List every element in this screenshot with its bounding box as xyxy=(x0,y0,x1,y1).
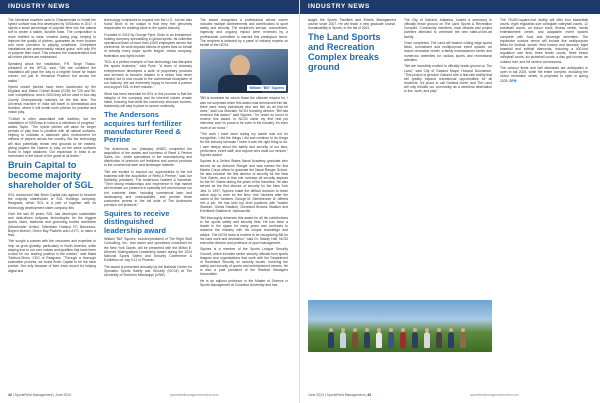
portrait-head xyxy=(230,55,250,77)
person-figure xyxy=(340,332,346,348)
paragraph: taught the Sports Facilities and Events Management course since 2007. He will teach a new graduate course, Sustainability in Sports, in the fall of 2024. xyxy=(308,18,396,31)
person-figure xyxy=(460,332,466,348)
paragraph: The City of Garland, Alabama, hosted a ceremony to officially break ground on The Land Sports & Recreation Complex. Community members, local officials and project partners attended to celebrate the new state-of-the-art facility. xyxy=(404,18,492,39)
person-figure xyxy=(424,332,430,348)
paragraph: Squires is a United States Naval Academy graduate who served as an Airborne Ranger and was named the first Marine Corps officer to graduate the Naval Ranger School. He also became the first director of security for the New York Giants, and in that role oversaw all security aspects for the NY Giants during the years of the franchise. He also served as the first director of security for the New York Jets. In 1997, Squires made the difficult decision to leave active duty to work for the New York Yankees after the owner of the Yankees, George M. Steinbrenner III, offered him a job. He has held top level positions with Yankee Stadium, Giants Stadium, Cleveland Browns Stadium and EverBank Stadium in Jacksonville. xyxy=(200,159,288,214)
paragraph: Over the last 30 years, SGL has developed sustainable and data-driven turfgrass technologies for the biggest sports clubs, stadiums and governing bodies worldwide (Manchester United, Tottenham Hotspur FC Barcelona, Bayern Munich, Green Bay Packers and LA FC, to name a few). xyxy=(8,212,96,237)
person-figure xyxy=(376,332,382,348)
right-col-3 xyxy=(500,18,588,85)
left-col-3 xyxy=(200,18,288,290)
person-figure xyxy=(448,332,454,348)
paragraph: What has been essential for SGL in this process is that the integrity of the company and its inherent values remain intact, ensuring that while the ownership structure evolves, leadership will stay in place to secure continuity. xyxy=(104,91,192,109)
paragraph: "SGL is a perfect example of how technology has disrupted the sports business," said Pyne. "A team of visionary entrepreneurs developed a suite of proprietary products and services to become leaders in a sector that never existed, but is now crucial to the commercial ecosystem of our industry. We are extremely happy to become a partner and support SGL in their mission." xyxy=(104,60,192,90)
right-col-2 xyxy=(404,18,492,96)
person-figure xyxy=(352,332,358,348)
magazine-name-right: SportsField Management xyxy=(326,393,365,397)
paragraph: He is an adjunct professor in the Master of Science in Sports Management at Columbia University and has xyxy=(200,278,288,287)
page-number-left: 42 xyxy=(8,393,12,397)
footer-left: 42 | SportsField Management | June 2024 xyxy=(8,393,72,397)
article-heading-squires: Squires to receive distinguished leadership award xyxy=(104,209,170,235)
groundbreaking-photo xyxy=(308,300,492,352)
paragraph: The award is presented annually by the National Center for Spectator Sports Safety and Security (NCS4) at The University of Southern Mississippi (USM). xyxy=(104,264,192,277)
footer-url-right[interactable]: sportsfieldmanagementonline.com xyxy=(470,393,519,397)
left-col-1 xyxy=(8,18,96,275)
right-page xyxy=(300,0,600,403)
paragraph: Founded in 2015 by George Pyne, Bruin is an investment-holding company specialising in global sports. Its collective operational team of more than 6,000 employees serves five continents. Its work impacts billions of sports fans on behalf of virtually every major sports league, media company, federation and rights holder. xyxy=(104,32,192,58)
section-label-right: INDUSTRY NEWS xyxy=(308,3,370,10)
person-figure xyxy=(400,332,406,348)
left-col-2 xyxy=(104,18,192,279)
end-mark: SFM xyxy=(509,78,517,83)
paragraph: Squires is a member of the Sports League Security Council, which includes senior security officials from sports leagues and organisations that work with the Department of Homeland Security on security issues. Involving the safety and security of sports and entertainment venues. He is also a past president of the Stadium Managers Association. xyxy=(200,247,288,277)
article-heading-andersons: The Andersons acquires turf fertilizer manufacturer Reed & Perrine xyxy=(104,110,182,144)
paragraph: Once completed, The Land will feature cutting edge sports fields, tournament and multipurpose event spaces, an indoor recreation center, a family entertainment center and numerous amenities for various sports and recreational activities. xyxy=(404,41,492,62)
section-label-left: INDUSTRY NEWS xyxy=(8,3,70,10)
paragraph: Hybrid cricket pitches have been sanctioned by the England and Wales Cricket Board (ECB) for T20 and 50-over competitions, and in 2024 they will be used in four-day County Championship matches for the first time. The Universal machine in India will travel to Ahmedabad and Mumbai, where it will install more pitches for practice and match play. xyxy=(8,85,96,115)
paragraph: SGL announced that Bruin Capital has agreed to become the majority shareholder of SGL Holdings company, Reagrass, which SGL is a part of together with its technology development sister company Ibis. xyxy=(8,193,96,210)
paragraph: The Andersons, Inc. (Nasdaq: ANDE) completed the acquisition of the assets and business of Reed & Perrine Sales, Inc., which specialises in the manufacturing and distribution of premium turf fertilizers and control products to the commercial lawn and landscape markets. xyxy=(104,146,192,168)
page-number-right: 43 xyxy=(367,393,372,397)
right-col-1 xyxy=(308,18,396,75)
person-figure xyxy=(412,332,418,348)
person-figure xyxy=(388,332,394,348)
paragraph-text: The outdoor fields and ball diamonds are anticipated to open in fall 2025, while the entire complex, including the indoor recreation center, is projected to open in spring 2025. xyxy=(500,66,588,83)
paragraph xyxy=(500,66,588,83)
paragraph: The Universal machine used in Dharamshala to install the hybrid surface was first developed by SISGrass in 2017. It injects a small percentage of polymer fibre into the natural turf to create a stable, durable base. The composition is more resilient to wear, created during play, helping to improve the quality of pitches, guarantee an even bounce and more precision in playing conditions. Completed installations are predominantly natural grass, with only 5% of polymer fibre used. This ensures the characteristics that all cricket pitches are maintained. xyxy=(8,18,96,60)
person-figure xyxy=(436,332,442,348)
paragraph: "We sought a partner with the resources and expertise to help us grow globally, particularly in North America, while staying true to our core values and qualities that have been crucial for our leading position in the market," said Mads Toldbod-Olsen, CEO of Reagrass. "Through a thorough evaluation process, we found Bruin Capital to be the ideal partner. Not only because of their track record for helping digital and xyxy=(8,239,96,273)
article-heading-bruin: Bruin Capital to become majority shareholder of SGL xyxy=(8,160,94,190)
squires-portrait-photo xyxy=(200,49,288,93)
paragraph: "We are incredibly excited to officially break ground on The Land," said City of Garland Mayor Howard Dunnamon. "This project is genuine Garland with a first-rate facility that will greatly expand recreational opportunities for all residents. It's proud to call Garland home, and The Land will only elevate our community as a weekend destination to live, work, and play." xyxy=(404,64,492,94)
magazine-name-left: SportsField Management xyxy=(14,393,53,397)
paragraph: "Bill is someone for whom those the ultimate respect for, I was not surprised when this award was announced this fall, there were many individuals who see him do all that he does," said Lou Marciani, NCS4 founding director. "Bill has received this award," said Squires. "I'm under no honor to receive this award. In NCS4 came my first real job interview, and I'm proud to be even in the industry, it's even more of an honor." xyxy=(200,96,288,130)
paragraph: Speaking about the installation, P.R. Singh Thakur, president of the HPCA, said, "We are confident the installation will pave the way to a brighter future for Indian cricket, not just in Himachal Pradesh but across the nation." xyxy=(8,61,96,83)
photo-caption: William "Bill" Squires xyxy=(249,86,284,91)
article-heading-the-land: The Land Sports and Recreation Complex breaks ground xyxy=(308,32,381,72)
paragraph: "We are excited to expand our opportunities in the turf business with the acquisition of Reed & Perrine," said Joe McNeely, president, The Andersons Nutrient & Industrial. "Their strong relationships and experience in that market will increase our presence in specialty turf and enhance our turf customer base, including commercial lawn and landscaping and municipalities, and provide those customers access to the full suite of The Andersons premium turf products." xyxy=(104,169,192,208)
paragraph: "Bill thoroughly deserves this award for all his contributions to the sports safety and security field. He has been a leader in the space for many years and continues to advance the industry with his unique knowledge and advice. The NCS4 team is excited to be recognizing Bill for his hard work and dedication," said Dr. Stacey Hall, NCS4 executive director and professor of sport management. xyxy=(200,215,288,245)
paragraph: technology companies to expand into the U.S., but we also found Bruin to be unique in that they feel genuinely responsible for creating value to the sports industry. xyxy=(104,18,192,31)
paragraph: The award recognizes a professional whose career includes multiple achievements and contributions to sport safety and security. The recipient's service, commitment, ingenuity and ongoing impact were reviewed by a professional committee to warrant this prestigious honor. The recipient is selected by a panel of industry experts on behalf of the NCS4. xyxy=(200,18,288,47)
paragraph: The 78,000-square-foot facility will offer four basketball courts, eight regulation-size collegiate volleyball courts, 12 pickleball courts, an indoor track, fitness center, family entertainment center, and adaptable event spaces complete with food and beverage amenities. The expansive outdoor venue will include five multipurpose fields for football, soccer, field hockey and lacrosse, eight baseball and softball diamonds, including a 400-foot regulation size field; three tennis courts, three beach volleyball courts, six pickleball courts, a disc golf course, an outdoor trail, and full service concessions. xyxy=(500,18,588,64)
person-figure xyxy=(364,332,370,348)
issue-left: June 2024 xyxy=(55,393,72,397)
paragraph: "Cricket is often associated with tradition, but the installation of SISGrass in India is a milestone of progress," added Taylor. "The hybrid pitches will allow for longer periods of play than is possible with all natural surfaces, helping to maintain a balanced pitch environment for millions of players across the country. But the technology will also potentially reveal new grounds to be created, giving players the chance to play on the same surfaces found in major stadiums. Our expansion in India is an investment in the future of the game at all levels." xyxy=(8,116,96,159)
header-band-right xyxy=(300,0,600,14)
paragraph: "The work I have done during my career was not for recognition. I did the things I did and continue to do things for the industry because I knew it was the right thing to do. I care deeply about the safety and security of our fans, performers, event staff, and anyone who visits our venues," Squires added. xyxy=(200,132,288,157)
paragraph: William "Bill" Squires, founder/president of The Right Stuff Consulting, Inc., and owner and operations consultant for the New York Giants, will be presented with the Milton E. Albrecht Distinguished Leadership Award during the 2024 National Sports Safety and Security Conference & Exhibition on July 9-11 in Phoenix. xyxy=(104,237,192,263)
footer-right: June 2024 | SportsField Management | 43 xyxy=(308,393,372,397)
header-band-left xyxy=(0,0,300,14)
issue-right: June 2024 xyxy=(308,393,324,397)
footer-url-left[interactable]: sportsfieldmanagementonline.com xyxy=(170,393,219,397)
person-figure xyxy=(328,332,334,348)
